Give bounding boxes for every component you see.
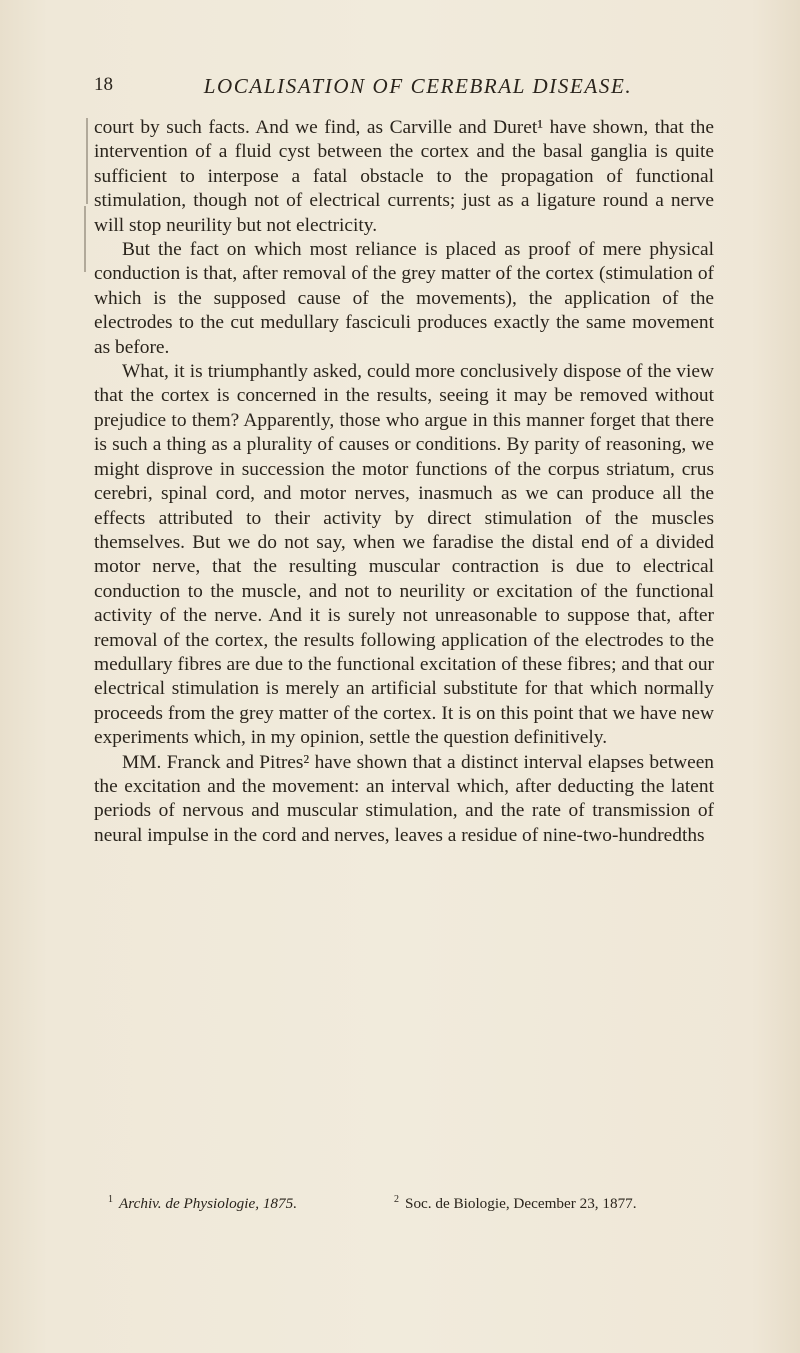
margin-mark <box>84 206 86 272</box>
margin-mark <box>86 118 88 204</box>
footnote-1 <box>108 1190 297 1214</box>
footnote-marker: 2 <box>394 1194 399 1205</box>
footnote-2 <box>394 1190 637 1214</box>
footnote-text: Archiv. de Physiologie, 1875. <box>119 1195 297 1213</box>
paragraph: But the fact on which most reliance is placed as proof of mere physical conduction is that, after removal of the grey matter of the cortex (stimulation of which is the supposed cause of the movements), the application of the electrodes to the cut medullary fasciculi produces exactly the same movement as before. <box>94 239 714 358</box>
page-number: 18 <box>94 74 113 95</box>
paragraph: MM. Franck and Pitres² have shown that a distinct interval elapses between the excitation and the movement: an interval which, after deducting the latent periods of nervous and muscular stimulation, and the rate of transmission of neural impulse in the cord and nerves, leaves a residue of nine-two-hundredths <box>94 751 714 846</box>
body-text <box>94 116 714 848</box>
running-head <box>94 74 714 104</box>
footnote-text: Soc. de Biologie, December 23, 1877. <box>405 1195 637 1213</box>
running-title: LOCALISATION OF CEREBRAL DISEASE. <box>203 74 633 98</box>
paragraph: What, it is triumphantly asked, could more conclusively dispose of the view that the cortex is concerned in the results, seeing it may be removed without prejudice to them? Apparently, those who argue in this manner forget that there is such a thing as a plurality of causes or conditions. By parity of reasoning, we might disprove in succession the motor functions of the corpus striatum, crus cerebri, spinal cord, and motor nerves, inasmuch as we can produce all the effects attributed to their activity by direct stimulation of the muscles themselves. But we do not say, when we faradise the distal end of a divided motor nerve, that the resulting muscular contraction is due to electrical conduction to the muscle, and not to neurility or excitation of the functional activity of the nerve. And it is surely not unreasonable to suppose that, after removal of the cortex, the results following application of the electrodes to the medullary fibres are due to the functional excitation of these fibres; and that our electrical stimulation is merely an artificial substitute for that which normally proceeds from the grey matter of the cortex. It is on this point that we have new experiments which, in my opinion, settle the question definitively. <box>94 361 714 749</box>
footnote-marker: 1 <box>108 1194 113 1205</box>
paragraph: court by such facts. And we find, as Carville and Duret¹ have shown, that the intervention of a fluid cyst between the cortex and the basal ganglia is quite sufficient to interpose a fatal obstacle to the propagation of functional stimulation, though not of electrical currents; just as a ligature round a nerve will stop neurility but not electricity. <box>94 117 714 236</box>
